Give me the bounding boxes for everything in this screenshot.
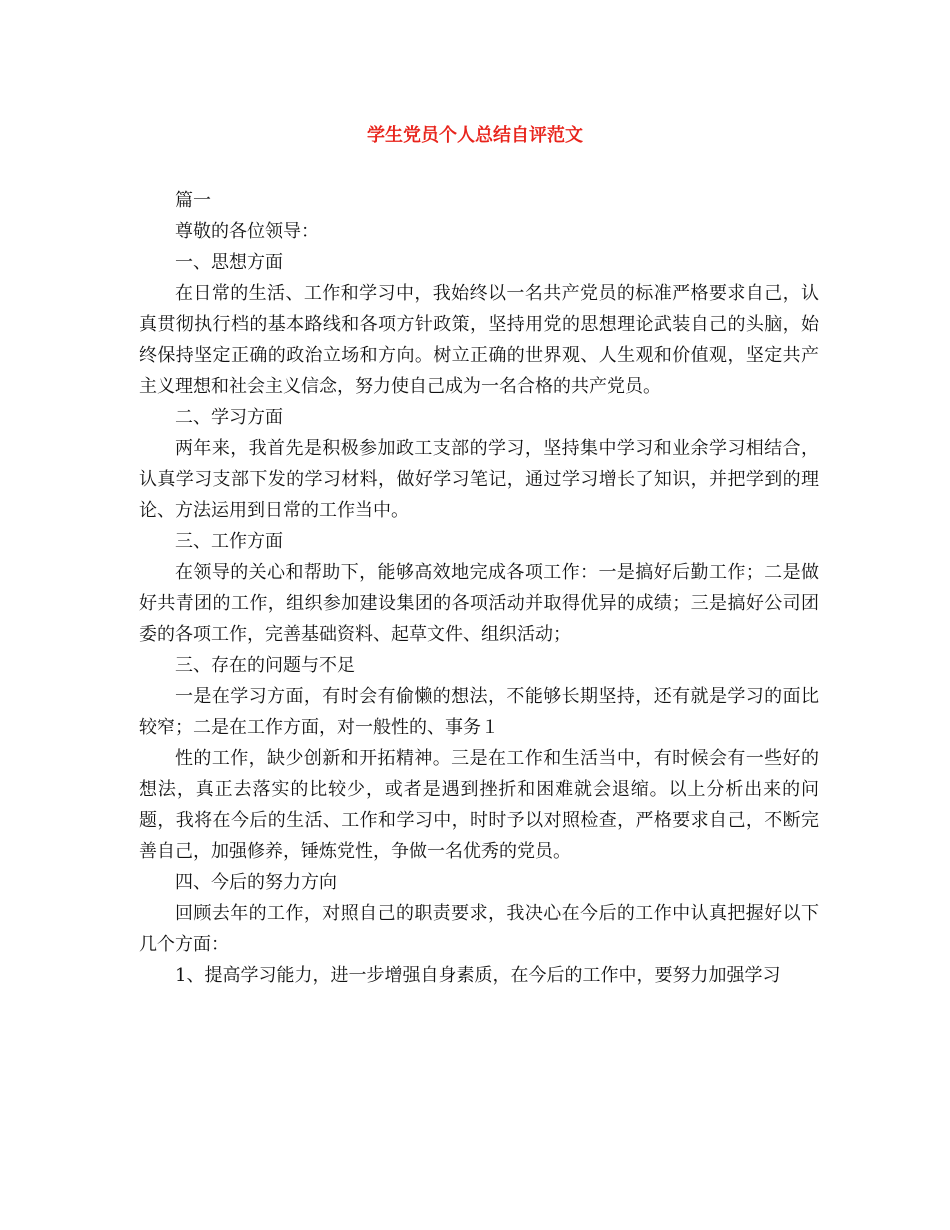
paragraph-salutation: 尊敬的各位领导：: [175, 221, 319, 242]
heading-thought: 一、思想方面: [175, 252, 283, 273]
paragraph-study: 两年来，我首先是积极参加政工支部的学习，坚持集中学习和业余学习相结合，认真学习支部下发的学习材料，做好学习笔记，通过学习增长了知识，并把学到的理论、方法运用到日常的工作当中。: [139, 438, 819, 521]
heading-problems: 三、存在的问题与不足: [175, 655, 355, 676]
paragraph-work: 在领导的关心和帮助下，能够高效地完成各项工作：一是搞好后勤工作；二是做好共青团的工作，组织参加建设集团的各项活动并取得优异的成绩；三是搞好公司团委的各项工作，完善基础资料、起草文件、组织活动；: [139, 562, 819, 645]
paragraph-thought: 在日常的生活、工作和学习中，我始终以一名共产党员的标准严格要求自己，认真贯彻执行档的基本路线和各项方针政策，坚持用党的思想理论武装自己的头脑，始终保持坚定正确的政治立场和方向。树立正确的世界观、人生观和价值观，坚定共产主义理想和社会主义信念，努力使自己成为一名合格的共产党员。: [139, 283, 819, 397]
paragraph-direction: 回顾去年的工作，对照自己的职责要求，我决心在今后的工作中认真把握好以下几个方面：: [139, 903, 819, 955]
paragraph-problems-1: 一是在学习方面，有时会有偷懒的想法，不能够长期坚持，还有就是学习的面比较窄；二是在工作方面，对一般性的、事务１: [139, 686, 819, 738]
heading-work: 三、工作方面: [175, 531, 283, 552]
paragraph-problems-2: 性的工作，缺少创新和开拓精神。三是在工作和生活当中，有时候会有一些好的想法，真正去落实的比较少，或者是遇到挫折和困难就会退缩。以上分析出来的问题，我将在今后的生活、工作和学习中，时时予以对照检查，严格要求自己，不断完善自己，加强修养，锤炼党性，争做一名优秀的党员。: [139, 748, 819, 862]
paragraph-section-label: 篇一: [175, 190, 211, 211]
document-title: 学生党员个人总结自评范文: [367, 125, 583, 146]
heading-study: 二、学习方面: [175, 407, 283, 428]
heading-direction: 四、今后的努力方向: [175, 872, 337, 893]
document-body: [139, 185, 819, 991]
paragraph-item-1: 1、提高学习能力，进一步增强自身素质，在今后的工作中，要努力加强学习: [175, 965, 781, 986]
